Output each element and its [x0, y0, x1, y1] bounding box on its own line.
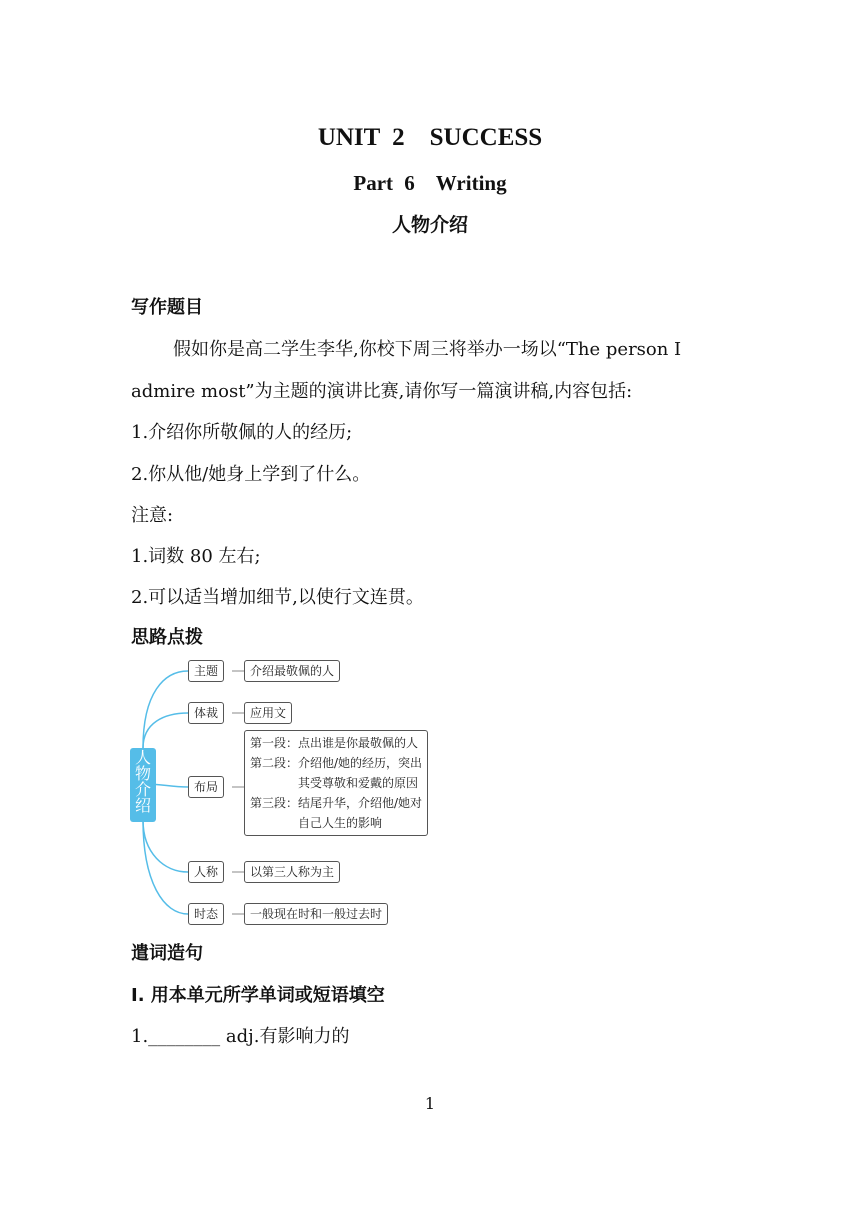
mind-map [124, 653, 474, 933]
words-heading: 遣词造句 [131, 943, 203, 964]
layout-line-5: 自己人生的影响 [250, 816, 383, 830]
link-genre [143, 713, 188, 748]
task-note-2: 2.可以适当增加细节,以使行文连贯。 [131, 587, 424, 608]
branch-layout-detail [244, 730, 428, 836]
layout-line-3: 其受尊敬和爱戴的原因 [250, 776, 419, 790]
layout-line-1: 第一段：点出谁是你最敬佩的人 [250, 736, 419, 750]
layout-line-2: 第二段：介绍他/她的经历，突出 [250, 756, 423, 770]
topic-title: 人物介绍 [391, 214, 468, 236]
task-note: 注意: [131, 505, 174, 526]
branch-person-detail [244, 861, 340, 883]
link-theme [143, 671, 188, 748]
branch-tense-label: 时态 [188, 903, 224, 925]
task-item-1: 1.介绍你所敬佩的人的经历; [131, 422, 353, 443]
task-line-2: admire most”为主题的演讲比赛,请你写一篇演讲稿,内容包括: [131, 381, 633, 402]
branch-person-label: 人称 [188, 861, 224, 883]
words-subheading: Ⅰ. 用本单元所学单词或短语填空 [131, 985, 385, 1006]
task-note-1: 1.词数 80 左右; [131, 546, 261, 567]
branch-genre-label: 体裁 [188, 702, 224, 724]
task-heading: 写作题目 [131, 297, 203, 318]
question-1: 1.________ adj.有影响力的 [131, 1026, 350, 1047]
branch-tense-detail-line: 一般现在时和一般过去时 [250, 907, 383, 921]
mind-map-root: 人物介绍 [130, 748, 156, 822]
branch-theme-detail [244, 660, 340, 682]
unit-title: UNIT 2 SUCCESS [317, 124, 543, 151]
part-title: Part 6 Writing [353, 171, 507, 195]
link-tense [143, 820, 188, 914]
branch-layout-label: 布局 [188, 776, 224, 798]
branch-genre-detail-line: 应用文 [250, 706, 287, 720]
branch-tense-detail [244, 903, 388, 925]
ideas-heading: 思路点拨 [131, 627, 203, 648]
link-person [143, 820, 188, 872]
branch-genre-detail [244, 702, 292, 724]
branch-theme-detail-line: 介绍最敬佩的人 [250, 664, 335, 678]
page-number: 1 [424, 1094, 436, 1113]
branch-theme-label: 主题 [188, 660, 224, 682]
branch-person-detail-line: 以第三人称为主 [250, 865, 335, 879]
task-item-2: 2.你从他/她身上学到了什么。 [131, 464, 371, 485]
layout-line-4: 第三段：结尾升华，介绍他/她对 [250, 796, 423, 810]
task-line-1: 假如你是高二学生李华,你校下周三将举办一场以“The person I [173, 339, 682, 360]
